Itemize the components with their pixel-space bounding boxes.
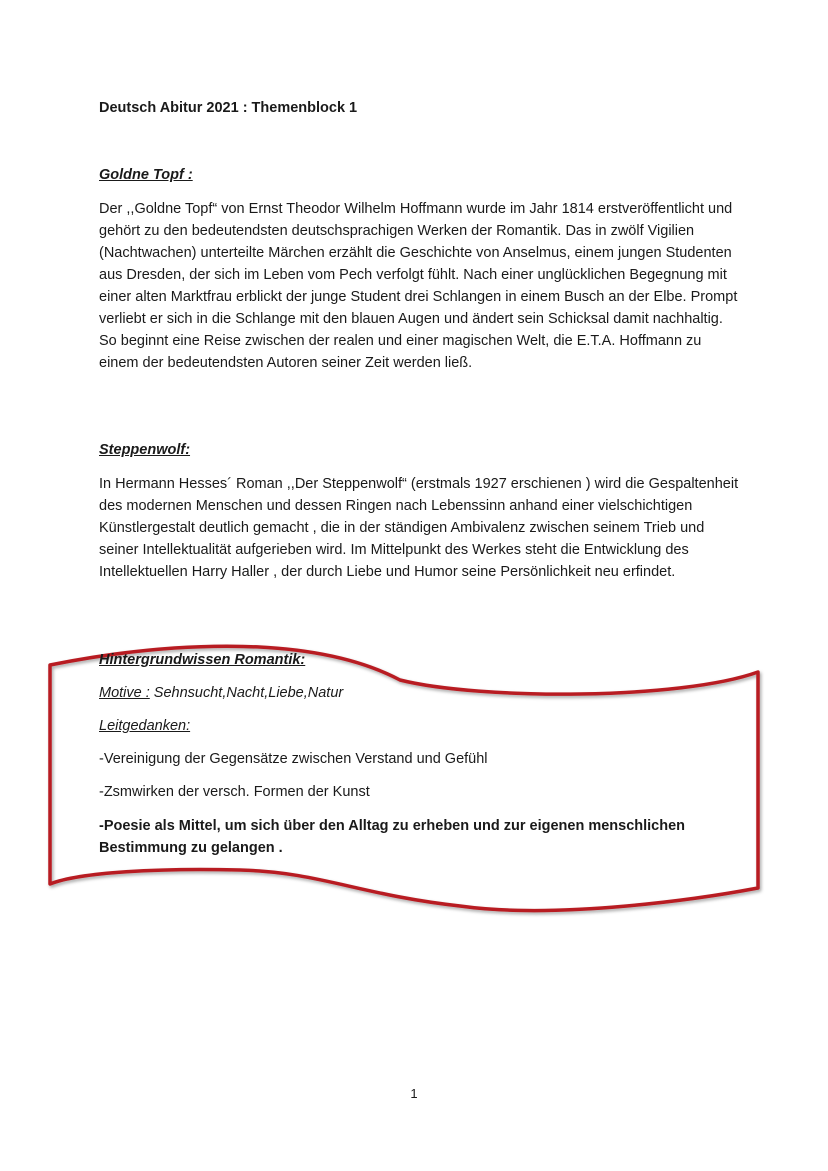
- section-body-steppenwolf: In Hermann Hesses´ Roman ,,Der Steppenwolf“ (erstmals 1927 erschienen ) wird die Gespaltenheit des modernen Menschen und dessen Ringen nach Lebenssinn anhand einer vielschichtigen Künstlergestalt deutlich gemacht , die in der ständigen Ambivalenz zwischen seinem Trieb und seiner Intellektualität aufgerieben wird. Im Mittelpunkt des Werkes steht die Entwicklung des Intellektuellen Harry Haller , der durch Liebe und Humor seine Persönlichkeit neu erfindet.: [99, 476, 739, 580]
- box-leitgedanken-label: Leitgedanken:: [99, 718, 191, 734]
- box-item-2: -Zsmwirken der versch. Formen der Kunst: [99, 784, 370, 800]
- page-number: 1: [410, 1086, 418, 1101]
- box-heading: Hintergrundwissen Romantik:: [99, 652, 306, 668]
- box-item-3: -Poesie als Mittel, um sich über den Alltag zu erheben und zur eigenen menschlichen Bestimmung zu gelangen .: [99, 818, 686, 856]
- section-body-goldne-topf: Der ,,Goldne Topf“ von Ernst Theodor Wilhelm Hoffmann wurde im Jahr 1814 erstveröffentlicht und gehört zu den bedeutendsten deutschsprachigen Werken der Romantik. Das in zwölf Vigilien (Nachtwachen) unterteilte Märchen erzählt die Geschichte von Anselmus, einem jungen Studenten aus Dresden, der sich im Leben vom Pech verfolgt fühlt. Nach einer unglücklichen Begegnung mit einer alten Marktfrau erblickt der junge Student drei Schlangen in einem Busch an der Elbe. Prompt verliebt er sich in die Schlange mit den blauen Augen und ändert sein Schicksal damit nachhaltig. So beginnt eine Reise zwischen der realen und einer magischen Welt, die E.T.A. Hoffmann zu einem der bedeutendsten Autoren seiner Zeit werden ließ.: [99, 201, 738, 371]
- section-heading-goldne-topf: Goldne Topf :: [99, 167, 193, 183]
- box-item-1: -Vereinigung der Gegensätze zwischen Verstand und Gefühl: [99, 751, 488, 767]
- section-heading-steppenwolf: Steppenwolf:: [99, 442, 191, 458]
- box-motive-line: [99, 685, 343, 701]
- document-title: Deutsch Abitur 2021 : Themenblock 1: [99, 100, 358, 116]
- box-motive-value: Sehnsucht,Nacht,Liebe,Natur: [149, 685, 344, 701]
- box-motive-label: Motive :: [99, 685, 150, 701]
